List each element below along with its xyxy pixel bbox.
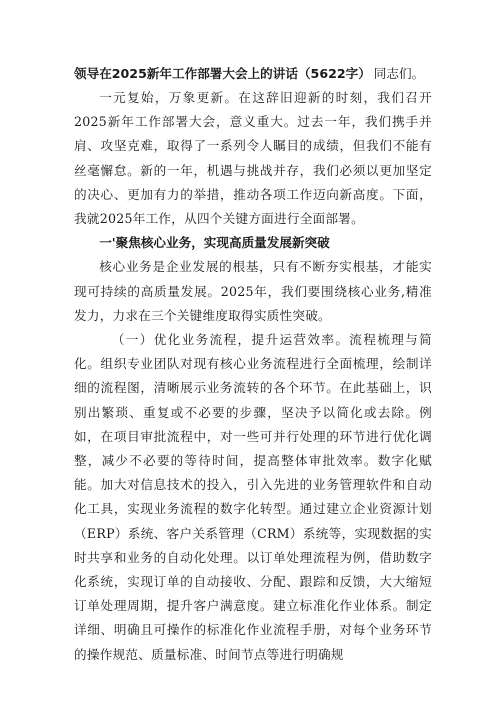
intro-paragraph: 一元复始，万象更新。在这辞旧迎新的时刻，我们召开2025新年工作部署大会，意义重大。过去一年，我们携手并肩、攻坚克难，取得了一系列令人瞩目的成绩，但我们不能有丝毫懈怠。新的一年，机遇与挑战并存，我们必须以更加坚定的决心、更加有力的举措，推动各项工作迈向新高度。下面，我就2025年工作，从四个关键方面进行全面部署。 <box>74 90 432 227</box>
document-page <box>74 62 432 667</box>
document-title-line <box>74 62 432 86</box>
greeting: 同志们。 <box>373 66 425 81</box>
document-title: 领导在2025新年工作部署大会上的讲话（5622字） <box>74 66 371 81</box>
section-1-heading: 一'聚焦核心业务，实现高质量发展新突破 <box>99 235 330 251</box>
section-1-item-1-paragraph: （一）优化业务流程，提升运营效率。流程梳理与简化。组织专业团队对现有核心业务流程进行全面梳理，绘制详细的流程图，清晰展示业务流转的各个环节。在此基础上，识别出繁琐、重复或不必要的步骤，坚决予以简化或去除。例如，在项目审批流程中，对一些可并行处理的环节进行优化调整，减少不必要的等待时间，提高整体审批效率。数字化赋能。加大对信息技术的投入，引入先进的业务管理软件和自动化工具，实现业务流程的数字化转型。通过建立企业资源计划（ERP）系统、客户关系管理（CRM）系统等，实现数据的实时共享和业务的自动化处理。以订单处理流程为例，借助数字化系统，实现订单的自动接收、分配、跟踪和反馈，大大缩短订单处理周期，提升客户满意度。建立标准化作业体系。制定详细、明确且可操作的标准化作业流程手册，对每个业务环节的操作规范、质量标准、时间节点等进行明确规 <box>74 332 432 662</box>
section-1-intro-paragraph: 核心业务是企业发展的根基，只有不断夯实根基，才能实现可持续的高质量发展。2025年，我们要围绕核心业务,精准发力，力求在三个关键维度取得实质性突破。 <box>74 259 432 323</box>
